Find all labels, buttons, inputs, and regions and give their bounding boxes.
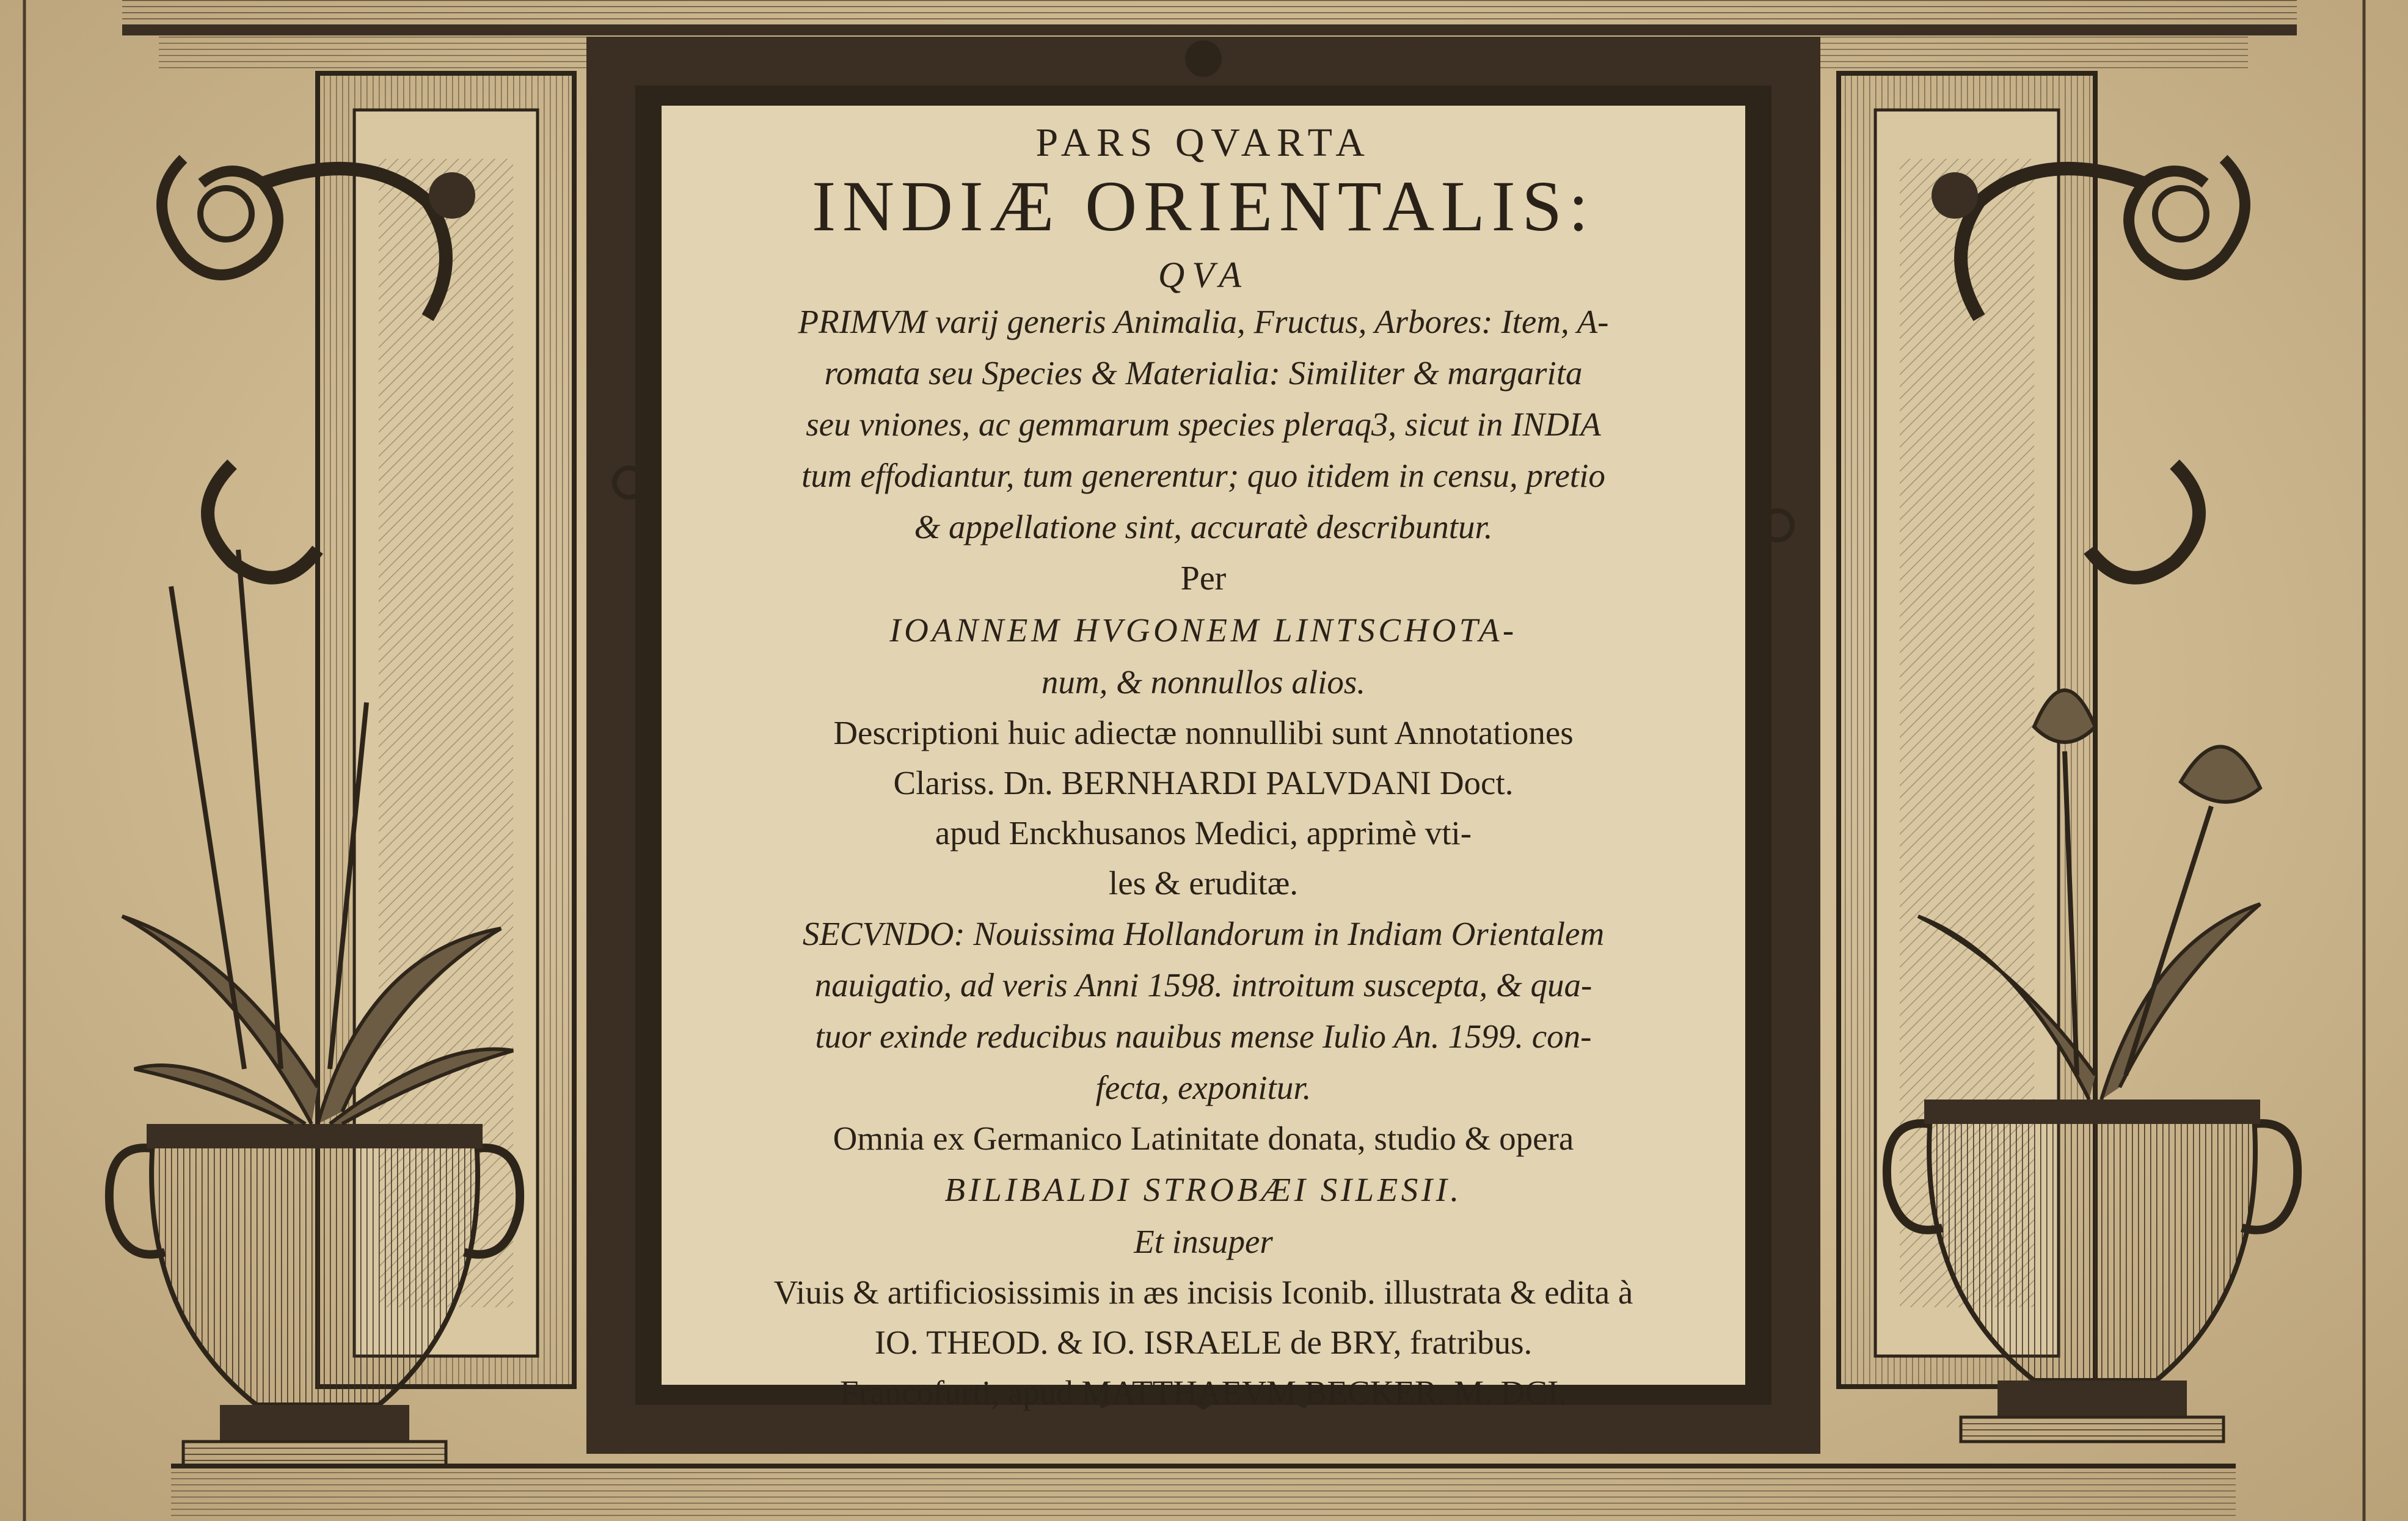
de-bry-line: IO. THEOD. & IO. ISRAELE de BRY, fratribus. (874, 1323, 1533, 1361)
main-title: INDIÆ ORIENTALIS: (811, 166, 1596, 246)
left-pier (109, 73, 574, 1466)
author-line: num, & nonnullos alios. (1041, 663, 1366, 701)
base-ledge (171, 1466, 2236, 1521)
translator-line: BILIBALDI STROBÆI SILESII. (944, 1170, 1462, 1208)
descriptio-line: apud Enckhusanos Medici, apprimè vti- (935, 814, 1472, 852)
title-text-block (678, 116, 1729, 1411)
primum-line: & appellatione sint, accuratè describuntur. (914, 508, 1493, 545)
part-heading: PARS QVARTA (1035, 120, 1371, 165)
primum-line: tum effodiantur, tum generentur; quo itidem in censu, pretio (801, 456, 1605, 494)
qua-line: QVA (1158, 254, 1249, 295)
et-insuper-line: Et insuper (1134, 1222, 1273, 1260)
primum-line: seu vniones, ac gemmarum species pleraq3, sicut in INDIA (806, 405, 1601, 443)
descriptio-line: les & eruditæ. (1108, 864, 1299, 902)
secundo-line: fecta, exponitur. (1095, 1068, 1312, 1106)
omnia-line: Omnia ex Germanico Latinitate donata, studio & opera (833, 1119, 1574, 1157)
primum-line: PRIMVM varij generis Animalia, Fructus, Arbores: Item, A- (798, 302, 1609, 340)
per-line: Per (1180, 559, 1227, 597)
secundo-line: tuor exinde reducibus nauibus mense Iulio An. 1599. con- (815, 1017, 1592, 1055)
primum-line: romata seu Species & Materialia: Similiter & margarita (824, 354, 1583, 392)
right-pier (1839, 73, 2297, 1442)
descriptio-line: Descriptioni huic adiectæ nonnullibi sunt Annotationes (833, 713, 1574, 751)
viuis-line: Viuis & artificiosissimis in æs incisis Iconib. illustrata & edita à (773, 1273, 1633, 1311)
author-line: IOANNEM HVGONEM LINTSCHOTA- (889, 611, 1517, 649)
descriptio-line: Clariss. Dn. BERNHARDI PALVDANI Doct. (893, 764, 1514, 801)
secundo-line: SECVNDO: Nouissima Hollandorum in Indiam Orientalem (802, 914, 1605, 952)
imprint-line: Francofurti, apud MATTHAEVM BECKER. M. DCI. (839, 1373, 1567, 1411)
secundo-line: nauigatio, ad veris Anni 1598. introitum suscepta, & qua- (814, 966, 1593, 1004)
